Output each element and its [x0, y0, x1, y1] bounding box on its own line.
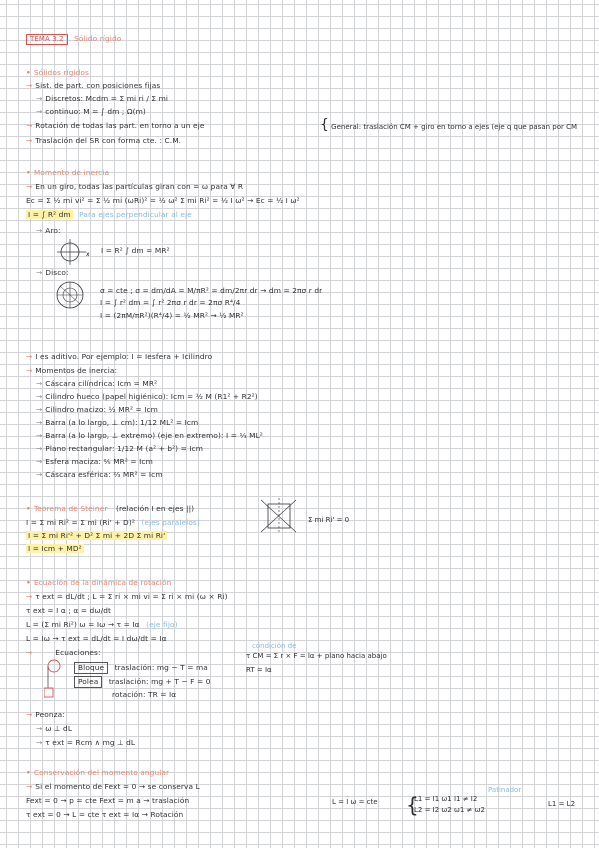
text-line: L = (Σ mi Ri²) ω = Iω → τ = Iα (eje fijo)	[26, 620, 178, 629]
list-heading: → Momentos de inercia:	[26, 366, 118, 375]
right-formula: τ CM = Σ r × F = Iα + plano hacia abajo	[246, 652, 387, 660]
text-line: τ ext = 0 → L = cte τ ext = Iα → Rotación	[26, 810, 184, 819]
conservation-brace: { L1 = I1 ω1 I1 ≠ I2 L2 = I2 ω2 ω1 ≠ ω2	[406, 793, 485, 817]
text-line: → Ecuaciones:	[26, 648, 101, 657]
disk-formula-1: σ = cte ; σ = dm/dA = M/πR² = dm/2πr dr → dm = 2πσ r dr	[100, 286, 323, 295]
text-line: → Sist. de part. con posiciones fijas	[26, 81, 161, 90]
side-note: { General: traslación CM + giro en torno a ejes (eje q que pasan por CM	[320, 117, 578, 133]
right-label: condición de	[252, 642, 297, 650]
text-line: → Disco:	[36, 268, 69, 277]
text-line: → ω ⊥ dL	[36, 724, 73, 733]
text-line: → continuo: M = ∫ dm ; Ω(m)	[36, 107, 146, 116]
conservation-right: L = I ω = cte	[332, 798, 378, 806]
text-line: L = Iω → τ ext = dL/dt = I dω/dt = Iα	[26, 634, 167, 643]
list-item: → Barra (a lo largo, ⊥ cm): 1/12 ML² = Icm	[36, 418, 199, 427]
disk-formula-3: I = (2πM/πR²)(R⁴/4) = ½ MR² → ½ MR²	[100, 311, 244, 320]
text-line: τ ext = I α ; α = dω/dt	[26, 606, 111, 615]
list-item: → Cilindro hueco (papel higiénico): Icm = ½ M (R1² + R2²)	[36, 392, 258, 401]
text-line: I = Icm + MD²	[28, 544, 82, 553]
conservation-tail: L1 = L2	[548, 800, 576, 808]
text-line: Ec = Σ ½ mi vi² = Σ ½ mi (ωRi)² = ½ ω² Σ mi Ri² = ½ I ω² → Ec = ½ I ω²	[26, 196, 300, 205]
text-line: → τ ext = dL/dt ; L = Σ ri × mi vi = Σ ri × mi (ω × Ri)	[26, 592, 228, 601]
skater-label: Patinador	[488, 786, 522, 794]
svg-text:x: x	[86, 251, 90, 258]
text-line: → Discretos: Mcdm = Σ mi ri / Σ mi	[36, 94, 169, 103]
notebook-page	[26, 30, 581, 840]
ring-diagram	[52, 238, 92, 266]
text-line: → τ ext = Rcm ∧ mg ⊥ dL	[36, 738, 136, 747]
list-item: → Barra (a lo largo, ⊥ extremo) (eje en extremo): I = ⅓ ML²	[36, 431, 263, 440]
topic-tag: TEMA 3.2	[26, 34, 68, 45]
page-header	[26, 34, 121, 45]
section-heading: • Ecuación de la dinámica de rotación	[26, 578, 172, 587]
section-heading: • Sólidos rígidos	[26, 68, 89, 77]
disk-formula-2: I = ∫ r² dm = ∫ r² 2πσ r dr = 2πσ R⁴/4	[100, 298, 241, 307]
block-eq: Bloque traslación: mg − T = ma	[74, 662, 208, 674]
text-line: → Traslación del SR con forma cte. : C.M.	[26, 136, 182, 145]
list-item: → Cáscara cilíndrica: Icm = MR²	[36, 379, 158, 388]
text-line: → Si el momento de Fext = 0 → se conserva L	[26, 782, 200, 791]
text-line: → Peonza:	[26, 710, 65, 719]
steiner-diagram	[256, 496, 302, 536]
text-line: → Aro:	[36, 226, 61, 235]
steiner-right: Σ mi Ri' = 0	[308, 516, 350, 524]
section-heading: • Conservación del momento angular	[26, 768, 170, 777]
list-item: → Cilindro macizo: ½ MR² = Icm	[36, 405, 158, 414]
disk-diagram	[54, 278, 88, 312]
page-title: Sólido rígido	[74, 34, 122, 43]
pulley-eq: Polea traslación: mg + T − F = 0	[74, 676, 211, 688]
list-item: → Plano rectangular: 1/12 M (a² + b²) = Icm	[36, 444, 204, 453]
section-heading: • Momento de inercia	[26, 168, 110, 177]
text-line: → Rotación de todas las part. en torno a un eje	[26, 121, 205, 130]
rotation-eq: rotación: TR = Iα	[112, 690, 177, 699]
pulley-diagram	[44, 658, 74, 700]
text-line: → En un giro, todas las partículas giran con = ω para ∀ R	[26, 182, 244, 191]
right-formula-2: RT = Iα	[246, 666, 272, 674]
text-line: I = ∫ R² dm Para ejes perpendicular al eje	[28, 210, 192, 219]
text-line: I = Σ mi Ri² = Σ mi (Ri' + D)² (ejes paralelos)	[26, 518, 200, 527]
text-line: I = Σ mi Ri'² + D² Σ mi + 2D Σ mi Ri'	[28, 531, 166, 540]
section-heading: • Teorema de Steiner (relación I en ejes ||)	[26, 504, 195, 513]
list-item: → Cáscara esférica: ⅔ MR² = Icm	[36, 470, 163, 479]
ring-formula: I = R² ∫ dm = MR²	[101, 246, 170, 255]
text-line: Fext = 0 → p = cte Fext = m a → traslación	[26, 796, 190, 805]
list-item: → Esfera maciza: ⅖ MR² = Icm	[36, 457, 153, 466]
text-line: → I es aditivo. Por ejemplo: I = Iesfera + Icilindro	[26, 352, 213, 361]
